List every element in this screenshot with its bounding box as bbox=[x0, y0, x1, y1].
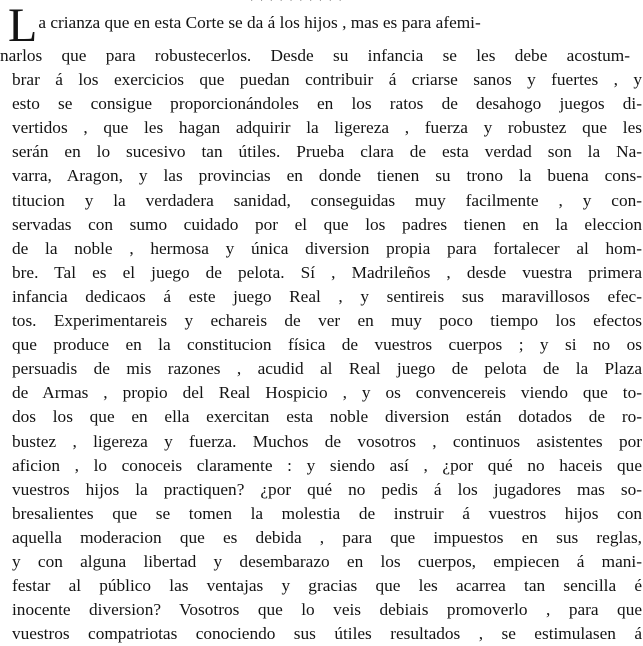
text-line-10: de la noble , hermosa y única diversion propia para fortalecer al hom- bbox=[12, 238, 642, 258]
text-line-4: esto se consigue proporcionándoles en los ratos de desahogo juegos di- bbox=[12, 94, 642, 114]
text-line-6: serán en lo sucesivo tan útiles. Prueba clara de esta verdad son la Na- bbox=[12, 142, 642, 162]
text-line-5: vertidos , que les hagan adquirir la ligereza , fuerza y robustez que les bbox=[12, 118, 642, 138]
text-line-24: festar al público las ventajas y gracias que les acarrea tan sencilla é bbox=[12, 576, 642, 596]
text-line-26: vuestros compatriotas conociendo sus útiles resultados , se estimulasen á bbox=[12, 624, 642, 644]
drop-cap-letter: L bbox=[8, 4, 38, 44]
text-line-20: vuestros hijos la practiquen? ¿por qué no pedis á los jugadores mas so- bbox=[12, 479, 642, 499]
text-line-9: servadas con sumo cuidado por el que los padres tienen en la eleccion bbox=[12, 214, 642, 234]
text-line-23: y con alguna libertad y desembarazo en los cuerpos, empiecen á mani- bbox=[12, 551, 642, 571]
text-line-16: de Armas , propio del Real Hospicio , y os convencereis viendo que to- bbox=[12, 383, 642, 403]
text-line-13: tos. Experimentareis y echareis de ver en muy poco tiempo los efectos bbox=[12, 311, 642, 331]
body-paragraph bbox=[0, 4, 643, 646]
text-line-15: persuadis de mis razones , acudid al Real juego de pelota de la Plaza bbox=[12, 359, 642, 379]
text-line-1-content: a crianza que en esta Corte se da á los hijos , mas es para afemi- bbox=[38, 13, 481, 32]
text-line-11: bre. Tal es el juego de pelota. Sí , Madrileños , desde vuestra primera bbox=[12, 262, 642, 282]
text-line-18: bustez , ligereza y fuerza. Muchos de vosotros , continuos asistentes por bbox=[12, 431, 642, 451]
text-line-8: titucion y la verdadera sanidad, conseguidas muy facilmente , y con- bbox=[12, 190, 642, 210]
text-line-22: aquella moderacion que es debida , para que impuestos en sus reglas, bbox=[12, 527, 642, 547]
text-line-2: narlos que para robustecerlos. Desde su infancia se les debe acostum- bbox=[0, 46, 630, 65]
text-line-25: inocente diversion? Vosotros que lo veis debiais promoverlo , para que bbox=[12, 600, 642, 620]
text-line-1 bbox=[0, 4, 643, 44]
text-line-14: que produce en la constitucion física de vuestros cuerpos ; y si no os bbox=[12, 335, 642, 355]
text-line-17: dos los que en ella exercitan esta noble diversion están dotados de ro- bbox=[12, 407, 642, 427]
text-line-21: bresalientes que se tomen la molestia de instruir á vuestros hijos con bbox=[12, 503, 642, 523]
text-line-12: infancia dedicaos á este juego Real , y sentireis sus maravillosos efec- bbox=[12, 286, 642, 306]
text-line-7: varra, Aragon, y las provincias en donde tienen su trono la buena cons- bbox=[12, 166, 642, 186]
text-line-19: aficion , lo conoceis claramente : y siendo así , ¿por qué no haceis que bbox=[12, 455, 642, 475]
cropped-header-fragment: · · · · · · · · · · bbox=[250, 0, 344, 6]
text-line-3: brar á los exercicios que puedan contribuir á criarse sanos y fuertes , y bbox=[12, 70, 642, 90]
